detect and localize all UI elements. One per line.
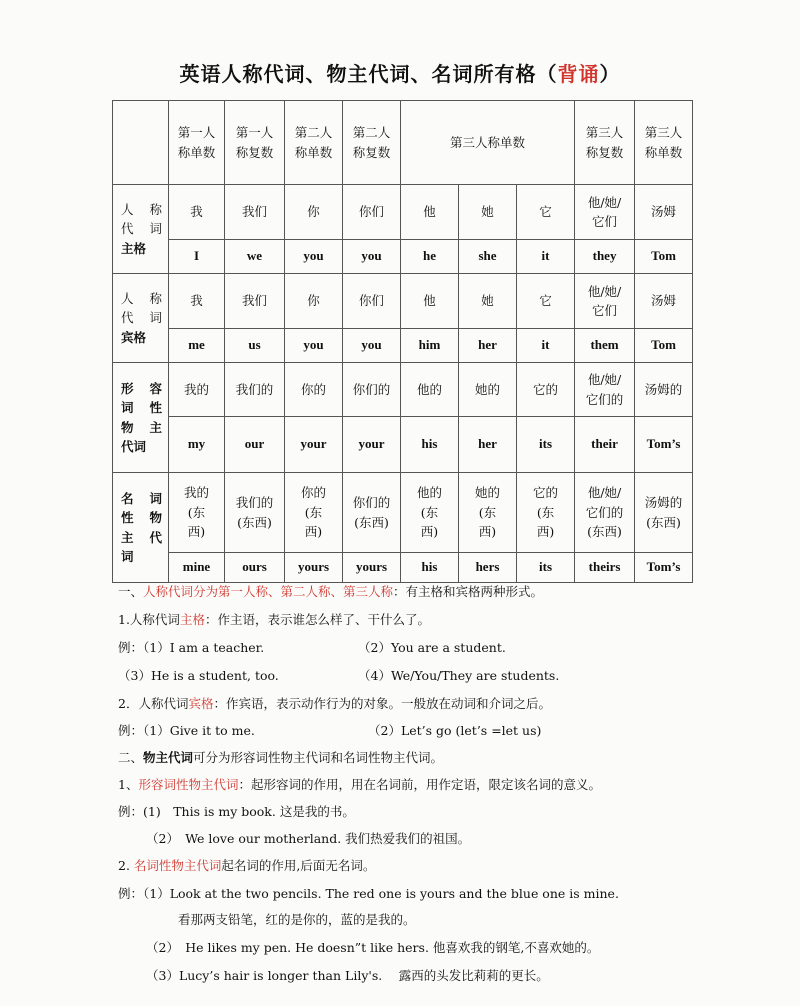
table-cell: he (401, 240, 459, 274)
table-cell: ours (225, 553, 285, 583)
section-heading: 一、人称代词分为第一人称、第二人称、第三人称：有主格和宾格两种形式。 (118, 584, 544, 599)
table-cell: their (575, 417, 635, 473)
table-row (113, 329, 693, 363)
table-cell: 他/她/它们的 (575, 363, 635, 417)
table-cell: hers (459, 553, 517, 583)
table-cell: 他/她/它们的(东西) (575, 473, 635, 553)
table-row (113, 553, 693, 583)
table-header: 第三人称单数 (635, 101, 693, 185)
table-header: 第一人称单数 (169, 101, 225, 185)
example-line: 例：（1）Give it to me. （2）Let’s go (let’s =let us) (118, 723, 542, 738)
table-row (113, 185, 693, 240)
table-row (113, 417, 693, 473)
table-cell: you (285, 240, 343, 274)
table-cell: 它的 (517, 363, 575, 417)
table-header: 第二人称复数 (343, 101, 401, 185)
table-cell: theirs (575, 553, 635, 583)
example-line: 例：(1) This is my book. 这是我的书。 (118, 804, 355, 819)
table-cell: you (285, 329, 343, 363)
table-cell: 她 (459, 185, 517, 240)
table-cell: 汤姆的(东西) (635, 473, 693, 553)
table-cell: 你 (285, 185, 343, 240)
table-cell: its (517, 417, 575, 473)
table-cell: 汤姆的 (635, 363, 693, 417)
table-cell: Tom’s (635, 417, 693, 473)
example-translation: 看那两支铅笔，红的是你的，蓝的是我的。 (178, 912, 416, 927)
row-label-adjectival-possessive: 形 容 词 性 物 主 代词 (113, 363, 169, 473)
table-row (113, 240, 693, 274)
table-cell: 它 (517, 274, 575, 329)
table-cell: 她的 (459, 363, 517, 417)
table-header: 第三人称单数 (401, 101, 575, 185)
table-cell: yours (343, 553, 401, 583)
table-cell: 他/她/它们 (575, 274, 635, 329)
table-row (113, 363, 693, 417)
table-cell: you (343, 329, 401, 363)
table-header: 第三人称复数 (575, 101, 635, 185)
table-cell: 你 (285, 274, 343, 329)
table-cell: 我们 (225, 185, 285, 240)
table-cell: its (517, 553, 575, 583)
table-cell: 汤姆 (635, 274, 693, 329)
row-label-nominal-possessive: 名 词 性 物 主 代 词 (113, 473, 169, 583)
pronoun-table (112, 100, 693, 583)
table-cell: 它的(东西) (517, 473, 575, 553)
table-cell: she (459, 240, 517, 274)
table-cell: me (169, 329, 225, 363)
table-cell: mine (169, 553, 225, 583)
paragraph: 2. 名词性物主代词起名词的作用,后面无名词。 (118, 858, 376, 873)
table-cell: 他 (401, 185, 459, 240)
table-cell: 它 (517, 185, 575, 240)
example-line: 例：（1）Look at the two pencils. The red one is yours and the blue one is mine. (118, 886, 619, 901)
table-cell: you (343, 240, 401, 274)
table-cell: 你们 (343, 274, 401, 329)
example-line: （3）He is a student, too. （4）We/You/They are students. (118, 668, 560, 683)
table-cell: them (575, 329, 635, 363)
table-cell: they (575, 240, 635, 274)
example-line: 例：（1）I am a teacher. （2）You are a student. (118, 640, 506, 655)
table-cell: your (343, 417, 401, 473)
table-cell: 她 (459, 274, 517, 329)
table-row (113, 274, 693, 329)
table-cell: 汤姆 (635, 185, 693, 240)
table-cell: 他 (401, 274, 459, 329)
table-row (113, 473, 693, 553)
table-cell: my (169, 417, 225, 473)
table-cell: 你们的(东西) (343, 473, 401, 553)
table-cell: we (225, 240, 285, 274)
table-cell: him (401, 329, 459, 363)
example-line: （3）Lucy’s hair is longer than Lily's. 露西的头发比莉莉的更长。 (146, 968, 549, 983)
table-cell: his (401, 417, 459, 473)
table-cell: 我的 (169, 363, 225, 417)
section-heading: 二、物主代词可分为形容词性物主代词和名词性物主代词。 (118, 750, 444, 765)
table-cell: us (225, 329, 285, 363)
table-header: 第二人称单数 (285, 101, 343, 185)
page-title: 英语人称代词、物主代词、名词所有格（背诵） (179, 62, 621, 86)
table-cell: 我们 (225, 274, 285, 329)
table-cell: 我 (169, 185, 225, 240)
table-cell: 我们的(东西) (225, 473, 285, 553)
table-cell: Tom’s (635, 553, 693, 583)
paragraph: 2．人称代词宾格：作宾语，表示动作行为的对象。一般放在动词和介词之后。 (118, 696, 551, 711)
table-cell: 我们的 (225, 363, 285, 417)
row-label-object: 人 称 代 词 宾格 (113, 274, 169, 363)
table-cell: yours (285, 553, 343, 583)
table-cell: Tom (635, 240, 693, 274)
table-cell: 你的 (285, 363, 343, 417)
table-cell: 你们 (343, 185, 401, 240)
table-cell: 他的(东西) (401, 473, 459, 553)
table-cell: 你们的 (343, 363, 401, 417)
table-cell: 她的(东西) (459, 473, 517, 553)
table-cell: your (285, 417, 343, 473)
paragraph: 1.人称代词主格：作主语，表示谁怎么样了、干什么了。 (118, 612, 430, 627)
example-line: （2） We love our motherland. 我们热爱我们的祖国。 (146, 831, 471, 846)
table-cell: I (169, 240, 225, 274)
table-corner-cell (113, 101, 169, 185)
table-header-row (113, 101, 693, 185)
table-cell: it (517, 240, 575, 274)
table-cell: 我 (169, 274, 225, 329)
table-header: 第一人称复数 (225, 101, 285, 185)
table-cell: 我的(东西) (169, 473, 225, 553)
table-cell: 你的(东西) (285, 473, 343, 553)
row-label-subject: 人 称 代 词 主格 (113, 185, 169, 274)
table-cell: Tom (635, 329, 693, 363)
table-cell: his (401, 553, 459, 583)
table-cell: her (459, 417, 517, 473)
table-cell: 他的 (401, 363, 459, 417)
table-cell: our (225, 417, 285, 473)
example-line: （2） He likes my pen. He doesn”t like hers. 他喜欢我的钢笔,不喜欢她的。 (146, 940, 600, 955)
table-cell: it (517, 329, 575, 363)
table-cell: 他/她/它们 (575, 185, 635, 240)
paragraph: 1、形容词性物主代词：起形容词的作用，用在名词前，用作定语，限定该名词的意义。 (118, 777, 601, 792)
table-cell: her (459, 329, 517, 363)
